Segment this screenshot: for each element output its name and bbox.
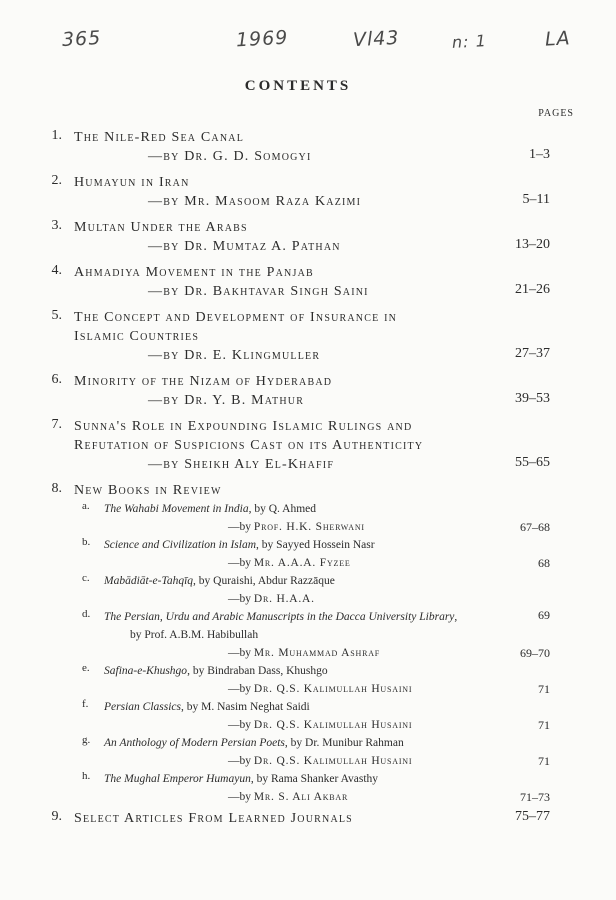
entry-pages: 39–53 (515, 391, 550, 406)
review-prefix: —by (228, 557, 251, 569)
review-letter: f. (82, 698, 89, 710)
review-book-details: , by M. Nasim Neghat Saidi (181, 701, 310, 713)
review-book-title: Safina-e-Khushgo (104, 665, 188, 677)
review-pages: 71 (538, 682, 550, 696)
review-prefix: —by (228, 521, 251, 533)
entry-title: New Books in Review (74, 483, 222, 498)
review-letter: b. (82, 536, 91, 548)
review-item (82, 734, 550, 770)
toc-entry (34, 218, 550, 256)
reviewer-name: Dr. Q.S. Kalimullah Husaini (253, 719, 413, 731)
review-prefix: —by (228, 719, 251, 731)
entry-pages: 27–37 (515, 346, 550, 361)
entry-title: Select Articles From Learned Journals (74, 811, 353, 826)
entry-title: Refutation of Suspicions Cast on its Authenticity (74, 438, 424, 453)
reviewer-name: Dr. Q.S. Kalimullah Husaini (253, 683, 413, 695)
review-pages-top: 69 (538, 608, 550, 622)
review-book-author: by Prof. A.B.M. Habibullah (130, 629, 259, 641)
review-pages: 67–68 (520, 520, 550, 534)
review-pages: 71 (538, 718, 550, 732)
entry-number: 1. (51, 128, 62, 143)
entry-title: Ahmadiya Movement in the Panjab (74, 265, 314, 280)
entry-author: —by Sheikh Aly El-Khafif (148, 457, 335, 472)
entry-number: 8. (51, 481, 62, 496)
reviewer-name: Mr. Muhammad Ashraf (253, 647, 381, 659)
review-pages: 68 (538, 556, 550, 570)
entry-pages: 13–20 (515, 237, 550, 252)
entry-number: 5. (51, 308, 62, 323)
reviewer-name: Prof. H.K. Sherwani (253, 521, 365, 533)
review-item (82, 500, 550, 536)
entry-author: —by Dr. Bakhtavar Singh Saini (148, 284, 369, 299)
entry-pages: 21–26 (515, 282, 550, 297)
review-letter: e. (82, 662, 90, 674)
review-book-title: Persian Classics (104, 701, 181, 713)
review-book-title: The Mughal Emperor Humayun (104, 773, 251, 785)
entry-pages: 5–11 (522, 192, 550, 207)
toc-entry (34, 173, 550, 211)
entry-title: Humayun in Iran (74, 175, 190, 190)
toc-entry (34, 809, 550, 828)
toc-entry (34, 308, 550, 365)
entry-number: 6. (51, 372, 62, 387)
handwriting-1: 365 (61, 26, 102, 52)
review-prefix: —by (228, 683, 251, 695)
review-book-details: , by Dr. Munibur Rahman (284, 737, 404, 749)
review-item (82, 662, 550, 698)
review-book-details: , by Sayyed Hossein Nasr (256, 539, 375, 551)
entry-pages: 1–3 (529, 147, 550, 162)
entry-title: Sunna's Role in Expounding Islamic Rulings and (74, 419, 413, 434)
review-book-title: The Persian, Urdu and Arabic Manuscripts in the Dacca University Library (104, 611, 455, 623)
toc-entry (34, 372, 550, 410)
review-prefix: —by (228, 791, 251, 803)
review-prefix: —by (228, 647, 251, 659)
review-letter: c. (82, 572, 90, 584)
entry-number: 4. (51, 263, 62, 278)
entry-pages: 75–77 (515, 809, 550, 824)
entry-number: 3. (51, 218, 62, 233)
review-prefix: —by (228, 593, 251, 605)
entry-author: —by Dr. G. D. Somogyi (148, 149, 312, 164)
toc-entry (34, 263, 550, 301)
entry-title: Islamic Countries (74, 329, 200, 344)
review-book-details: , (454, 611, 458, 623)
table-of-contents (34, 128, 550, 828)
review-letter: d. (82, 608, 91, 620)
entry-pages: 55–65 (515, 455, 550, 470)
handwriting-5: LA (544, 27, 572, 51)
toc-entry-reviews (34, 481, 550, 806)
reviewer-name: Dr. Q.S. Kalimullah Husaini (253, 755, 413, 767)
review-book-title: An Anthology of Modern Persian Poets (104, 737, 285, 749)
review-book-details: , by Bindraban Dass, Khushgo (187, 665, 328, 677)
review-book-details: , by Rama Shanker Avasthy (250, 773, 379, 785)
entry-title: The Concept and Development of Insurance in (74, 310, 398, 325)
review-book-title: Mabādiāt-e-Tahqīq (104, 575, 194, 587)
review-item (82, 698, 550, 734)
entry-author: —by Dr. E. Klingmuller (148, 348, 321, 363)
entry-title: Minority of the Nizam of Hyderabad (74, 374, 333, 389)
handwriting-2: 1969 (235, 26, 289, 52)
review-prefix: —by (228, 755, 251, 767)
review-letter: h. (82, 770, 91, 782)
toc-entry (34, 128, 550, 166)
toc-entry (34, 417, 550, 474)
review-book-title: Science and Civilization in Islam (104, 539, 257, 551)
review-item (82, 608, 550, 662)
handwriting-4: n: 1 (451, 31, 488, 52)
review-letter: a. (82, 500, 90, 512)
entry-title: The Nile-Red Sea Canal (74, 130, 244, 145)
entry-number: 2. (51, 173, 62, 188)
review-item (82, 572, 550, 608)
review-item (82, 770, 550, 806)
entry-author: —by Dr. Mumtaz A. Pathan (148, 239, 341, 254)
reviewer-name: Dr. H.A.A. (253, 593, 315, 605)
entry-author: —by Dr. Y. B. Mathur (148, 393, 305, 408)
entry-author: —by Mr. Masoom Raza Kazimi (148, 194, 362, 209)
pages-column-heading: PAGES (538, 108, 574, 119)
review-pages: 69–70 (520, 646, 550, 660)
entry-number: 7. (51, 417, 62, 432)
review-letter: g. (82, 734, 91, 746)
reviewer-name: Mr. A.A.A. Fyzee (253, 557, 351, 569)
page-title: CONTENTS (244, 78, 352, 94)
reviewer-name: Mr. S. Ali Akbar (253, 791, 349, 803)
review-book-details: , by Q. Ahmed (248, 503, 316, 515)
review-pages: 71 (538, 754, 550, 768)
review-pages: 71–73 (520, 790, 550, 804)
handwriting-3: Vl43 (352, 26, 400, 52)
entry-number: 9. (51, 809, 62, 824)
review-item (82, 536, 550, 572)
review-book-title: The Wahabi Movement in India (104, 503, 249, 515)
review-book-details: , by Quraishi, Abdur Razzāque (193, 575, 335, 587)
entry-title: Multan Under the Arabs (74, 220, 248, 235)
